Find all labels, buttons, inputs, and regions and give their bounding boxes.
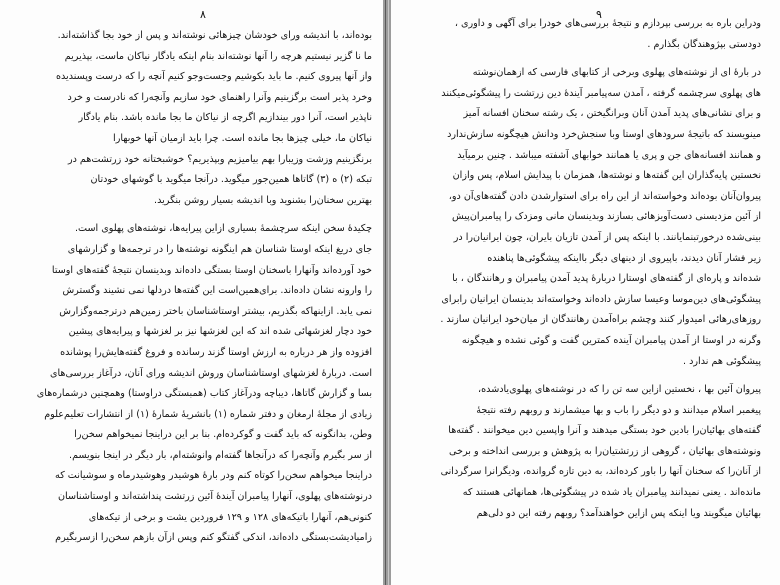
- text-line: پیشگوئی هم ندارد .: [683, 355, 761, 367]
- text-line: بینی‌شده درخورتبنمایانند. با اینکه پس از آمدن تازیان بایران، چون ایرانیان‌را در: [453, 231, 761, 243]
- text-line: مانده‌اند . یعنی نمیدانند پیامبران یاد شده در پیشگوئی‌ها، همانهائی هستند که: [462, 487, 761, 499]
- text-line: نمی یابد. ازاینها‌که بگذریم، بیشتر اوستاشناسان باختر زمین‌هم درترجمه‌وگزارش: [59, 305, 372, 317]
- left-page-number: ۸: [200, 8, 206, 21]
- text-line: از سر بگیرم وآنچه‌را که درآنجاها گفته‌ام وانوشته‌ام، بار دیگر در اینجا بنویسم.: [69, 449, 372, 461]
- text-line: از آنان‌را که سخنان آنها را باور کرده‌اند، به دین تازه گروانده، ودیگرانرا سرگردانی: [440, 466, 761, 478]
- text-line: گفته‌های بهائیان‌را بادین خود بستگی میدهند و آنرا واپسین دین میخوانند . گفته‌ها: [448, 425, 761, 437]
- left-paragraph-1: [14, 26, 372, 211]
- text-line: های پهلوی سرچشمه گرفته ، آمدن سه‌پیامبر آیندهٔ دین زرتشت را پیشگوئی‌میکنند: [441, 87, 761, 99]
- text-line: زامیادیشت‌بستگی داده‌اند، اندکی گفتگو کنم وپس ازآن بازهم سخن‌را ازسربگیرم: [55, 532, 372, 544]
- text-line: وخرد پذیر است برگزینیم وآنرا راهنمای خود سازیم وآنچه‌را که نادرست و خرد: [67, 91, 372, 103]
- left-page: [0, 0, 383, 585]
- text-line: نخستین پایه‌گذاران این گفته‌ها و نوشته‌ها، همزمان با پیدایش اسلام، پس وازان: [452, 170, 761, 182]
- text-line: از آئین مزدیسنی دست‌آویزهائی بسازند وبدینسان مانی ومزدک را پیامبران‌پیش‌: [452, 211, 761, 223]
- right-page: [391, 0, 780, 585]
- text-line: و برای نشانی‌های پدید آمدن آنان وبرانگیختن ، یک رشته سخنان افسانه آمیز: [463, 108, 761, 120]
- text-line: و همانند افسانه‌های جن و پری یا همانند خوابهای آشفته میباشد . چنین برمیآید: [457, 149, 761, 161]
- left-paragraph-2: [14, 219, 372, 549]
- text-line: در بارهٔ ای از نوشته‌های پهلوی وبرخی از کتابهای فارسی که ازهمان‌نوشته‌: [472, 67, 761, 79]
- text-line: زیر فشار آنان دیدند، باپیروی از دینهای دیگر بااینکه پیشگوئی‌ها پناهنده: [487, 252, 761, 264]
- text-line: بسا و گزارش گاتاها، دیباچه ودرآغاز کتاب (همبستگی دراوستا) وهمچنین درشماره‌های: [36, 388, 372, 400]
- left-page-body: [14, 26, 372, 549]
- text-line: پیغمبر اسلام میدانند و دو دیگر را باب و بها میشمارند و روبهم رفته نتیجهٔ: [476, 404, 761, 416]
- right-page-number: ۹: [596, 8, 602, 21]
- text-line: جای دریغ اینکه اوستا شناسان هم اینگونه نوشته‌ها را در ترجمه‌ها و گزارشهای: [67, 243, 372, 255]
- text-line: را وارونه نشان داده‌اند. برای‌همین‌است این گفته‌ها دردلها نمی نشیند وگسترش: [62, 285, 372, 297]
- text-line: وطن، بدانگونه که باید گفت و گوکرده‌ام. بنا بر این دراینجا نمیخواهم سخن‌را: [74, 429, 372, 441]
- text-line: ودراین باره به بررسی بپردازم و نتیجهٔ بررسی‌های خودرا برای آگهی و داوری ،: [454, 18, 761, 29]
- text-line: خود دچار لغزشهائی شده اند که این لغزشها نیز بر لغزشها و پیرایه‌های پیشین: [68, 326, 372, 338]
- text-line: بهترین سخنان‌را بشنوید وبا اندیشه بسیار روشن بنگرید.: [154, 194, 372, 206]
- text-line: دراینجا میخواهم سخن‌را کوتاه کنم ودر بارهٔ هوشیدر وهوشیدرماه و سوشیانت که: [55, 470, 372, 482]
- text-line: زیادی از مجلهٔ ارمغان و دفتر شماره (۱) بانشریهٔ شمارهٔ (۱) از انتشارات تعلیم‌علوم: [44, 408, 372, 420]
- text-line: واز آنها پیروی کنیم. ما باید بکوشیم وجست‌وجو کنیم آنچه را که درست وپسندیده: [55, 71, 372, 83]
- text-line: کنونی‌هم، آنهارا باتیکه‌های ۱۲۸ و ۱۲۹ فروردین یشت و برخی از تیکه‌های: [88, 511, 372, 523]
- text-line: پیشگوئی‌های دین‌موسا وعیسا سازش داده‌اند وخواسته‌اند بدینسان ایرانیان را‌برای: [441, 293, 761, 305]
- text-line: پیروان آئین بها ، نخستین ازاین سه تن را که در نوشته‌های پهلوی‌یادشده،: [478, 384, 761, 396]
- text-line: ما نا گزیر نیستیم هرچه را آنها نوشته‌اند بنام اینکه یادگار نیاکان ماست، بپذیریم: [64, 50, 372, 62]
- text-line: وگرنه در اوستا از آمدن پیامبران آینده کمترین گفت و گوئی نشده و هیچگونه: [461, 334, 761, 346]
- text-line: درنوشته‌های پهلوی، آنهارا پیامبران آیندهٔ آئین زرتشت پنداشته‌اند و اوستاشناسان: [58, 491, 372, 503]
- text-line: افزوده واز هر درباره به ارزش اوستا گزند رسانده و فروغ گفته‌هایش‌را پوشانده: [60, 346, 372, 358]
- right-paragraph-3: [409, 380, 761, 524]
- text-line: شده‌اند و پاره‌ای از گفته‌های اوستارا دربارهٔ پدید آمدن پیامبران و رهانندگان ، با: [452, 273, 761, 285]
- text-line: نیاکان ما، خیلی چیزها بجا مانده است. چرا باید ازمیان آنها خوبها‌را: [113, 132, 372, 144]
- text-line: بهائیان میگویند ویا اینکه پس ازاین خواهند‌آمد؟ روبهم رفته این دو دلی‌هم: [476, 507, 761, 519]
- text-line: است. دربارهٔ لغزشهای اوستاشناسان وروش اندیشه ورای آنان، درآغاز بررسی‌های: [50, 367, 372, 379]
- text-line: دودستی بپژوهندگان بگذارم .: [647, 38, 761, 50]
- text-line: برنگزینیم وزشت وزیبا‌را بهم بیامیزیم وبپذیریم؟ خوشبختانه خود زرتشت‌هم در: [67, 153, 372, 165]
- text-line: پیروان‌آنان بوده‌اند وخواسته‌اند از این راه برای استوارشدن دادن گفته‌های‌آن دو،: [448, 190, 761, 202]
- right-paragraph-1: [409, 14, 761, 55]
- text-line: ناپذیر است، آنرا دور بیندازیم اگرچه از نیاکان ما بجا مانده باشد. بنام یادگار: [78, 112, 372, 124]
- text-line: بوده‌اند، با اندیشه ورای خودشان چیزهائی نوشته‌اند و پس از خود بجا گذاشته‌اند.: [57, 30, 372, 41]
- book-gutter: [383, 0, 391, 585]
- right-page-body: [409, 14, 761, 524]
- text-line: تبکه (۲) ه (۳) گاتاها همین‌جور میگوید. درآنجا میگوید با گوشهای خودتان: [90, 174, 372, 186]
- text-line: مینویسند که باتیجهٔ سرودهای اوستا وبا سنجش‌خرد ودانش هیچگونه سازش‌ندارد: [447, 128, 761, 140]
- text-line: ونوشته‌های بهائیان ، گروهی از زرتشتیان‌را به پژوهش و بررسی انداخته و برخی: [449, 445, 761, 457]
- right-paragraph-2: [409, 63, 761, 372]
- text-line: روزهای‌رهائی امیدوار کنند وچشم براه‌آمدن رهانندگان از میان‌خود ایرانیان سازند .: [440, 314, 761, 326]
- text-line: خود آورده‌اند وآنهارا باسخنان اوستا بستگی داده‌اند وبدینسان نتیجهٔ گفته‌های اوستا: [51, 264, 372, 276]
- text-line: چکیدهٔ سخن اینکه سرچشمهٔ بسیاری ازاین پیرایه‌ها، نوشته‌های پهلوی است.: [75, 223, 372, 235]
